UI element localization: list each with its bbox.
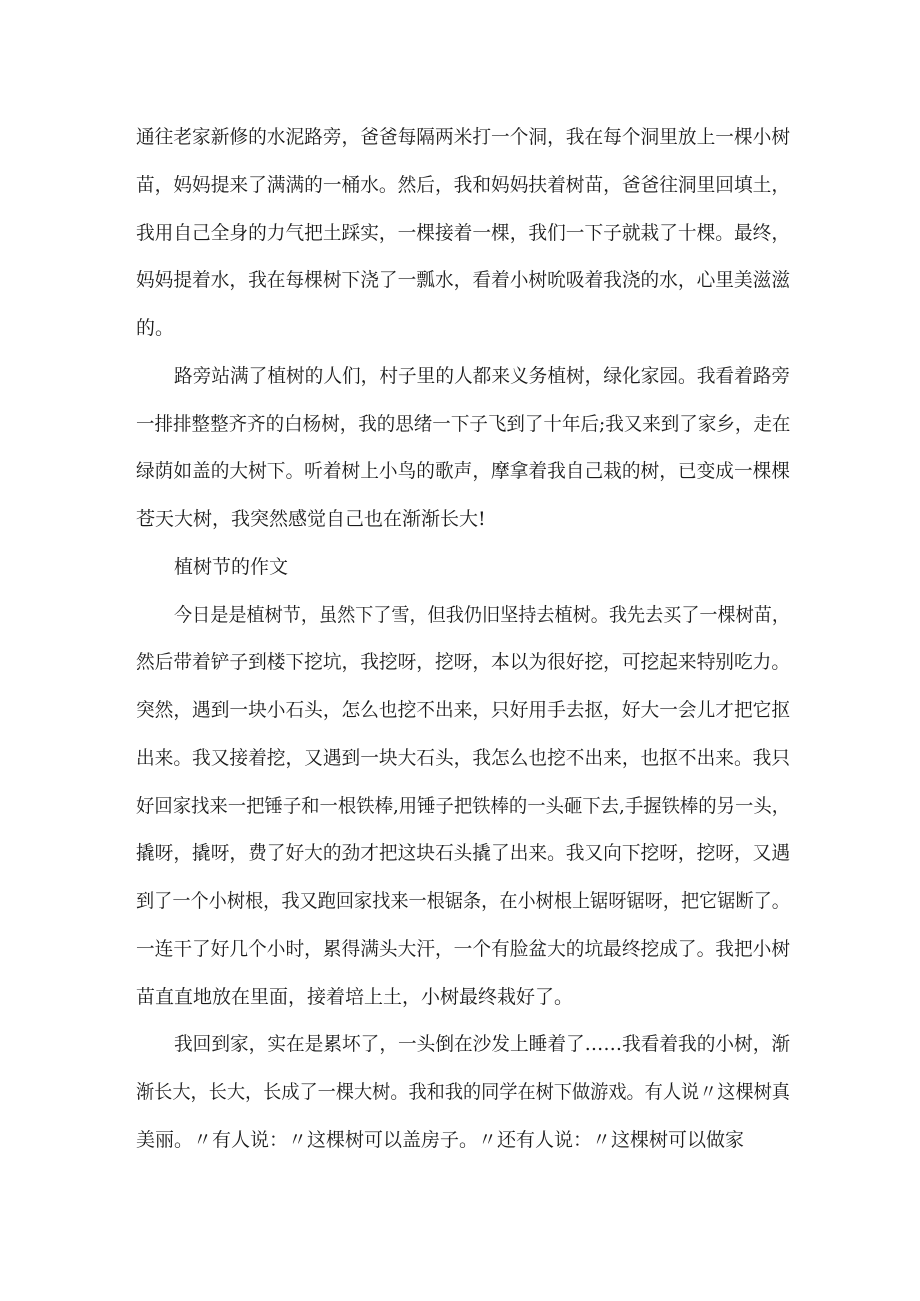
paragraph-first-line: 今日是是植树节，虽然下了雪，但我仍旧坚持去植树。我先去买了一棵树苗， — [174, 604, 791, 626]
text-line: 苗直直地放在里面，接着培上土，小树最终栽好了。 — [136, 986, 574, 1008]
text-line: 然后带着铲子到楼下挖坑，我挖呀，挖呀，本以为很好挖，可挖起来特别吃力。 — [136, 651, 791, 673]
text-line: 绿荫如盖的大树下。听着树上小鸟的歌声，摩拿着我自己栽的树，已变成一棵棵 — [136, 460, 791, 482]
text-line: 妈妈提着水，我在每棵树下浇了一瓢水，看着小树吮吸着我浇的水，心里美滋滋 — [136, 269, 791, 291]
text-line: 苗，妈妈提来了满满的一桶水。然后，我和妈妈扶着树苗，爸爸往洞里回填土， — [136, 174, 791, 196]
text-line: 到了一个小树根，我又跑回家找来一根锯条，在小树根上锯呀锯呀，把它锯断了。 — [136, 890, 790, 912]
text-line: 我用自己全身的力气把土踩实，一棵接着一棵，我们一下子就栽了十棵。最终， — [136, 222, 791, 244]
text-line: 通往老家新修的水泥路旁，爸爸每隔两米打一个洞，我在每个洞里放上一棵小树 — [136, 126, 791, 148]
paragraph-first-line: 路旁站满了植树的人们，村子里的人都来义务植树，绿化家园。我看着路旁 — [174, 365, 791, 387]
text-line: 突然，遇到一块小石头，怎么也挖不出来，只好用手去抠，好大一会儿才把它抠 — [136, 699, 791, 721]
text-line: 好回家找来一把锤子和一根铁棒,用锤子把铁棒的一头砸下去,手握铁棒的另一头， — [136, 795, 791, 817]
text-line: 出来。我又接着挖，又遇到一块大石头，我怎么也挖不出来，也抠不出来。我只 — [136, 747, 791, 769]
text-line: 美丽。〃有人说：〃这棵树可以盖房子。〃还有人说：〃这棵树可以做家 — [136, 1129, 745, 1151]
text-line: 一连干了好几个小时，累得满头大汗，一个有脸盆大的坑最终挖成了。我把小树 — [136, 938, 791, 960]
paragraph-first-line: 我回到家，实在是累坏了，一头倒在沙发上睡着了……我看着我的小树，渐 — [174, 1033, 791, 1055]
text-line: 一排排整整齐齐的白杨树，我的思绪一下子飞到了十年后;我又来到了家乡，走在 — [136, 413, 791, 435]
text-line: 撬呀，撬呀，费了好大的劲才把这块石头撬了出来。我又向下挖呀，挖呀，又遇 — [136, 842, 791, 864]
text-line: 苍天大树，我突然感觉自己也在渐渐长大! — [136, 508, 486, 530]
text-line: 渐长大，长大，长成了一棵大树。我和我的同学在树下做游戏。有人说〃这棵树真 — [136, 1081, 790, 1103]
text-line: 的。 — [136, 317, 175, 339]
section-heading: 植树节的作文 — [174, 556, 289, 578]
